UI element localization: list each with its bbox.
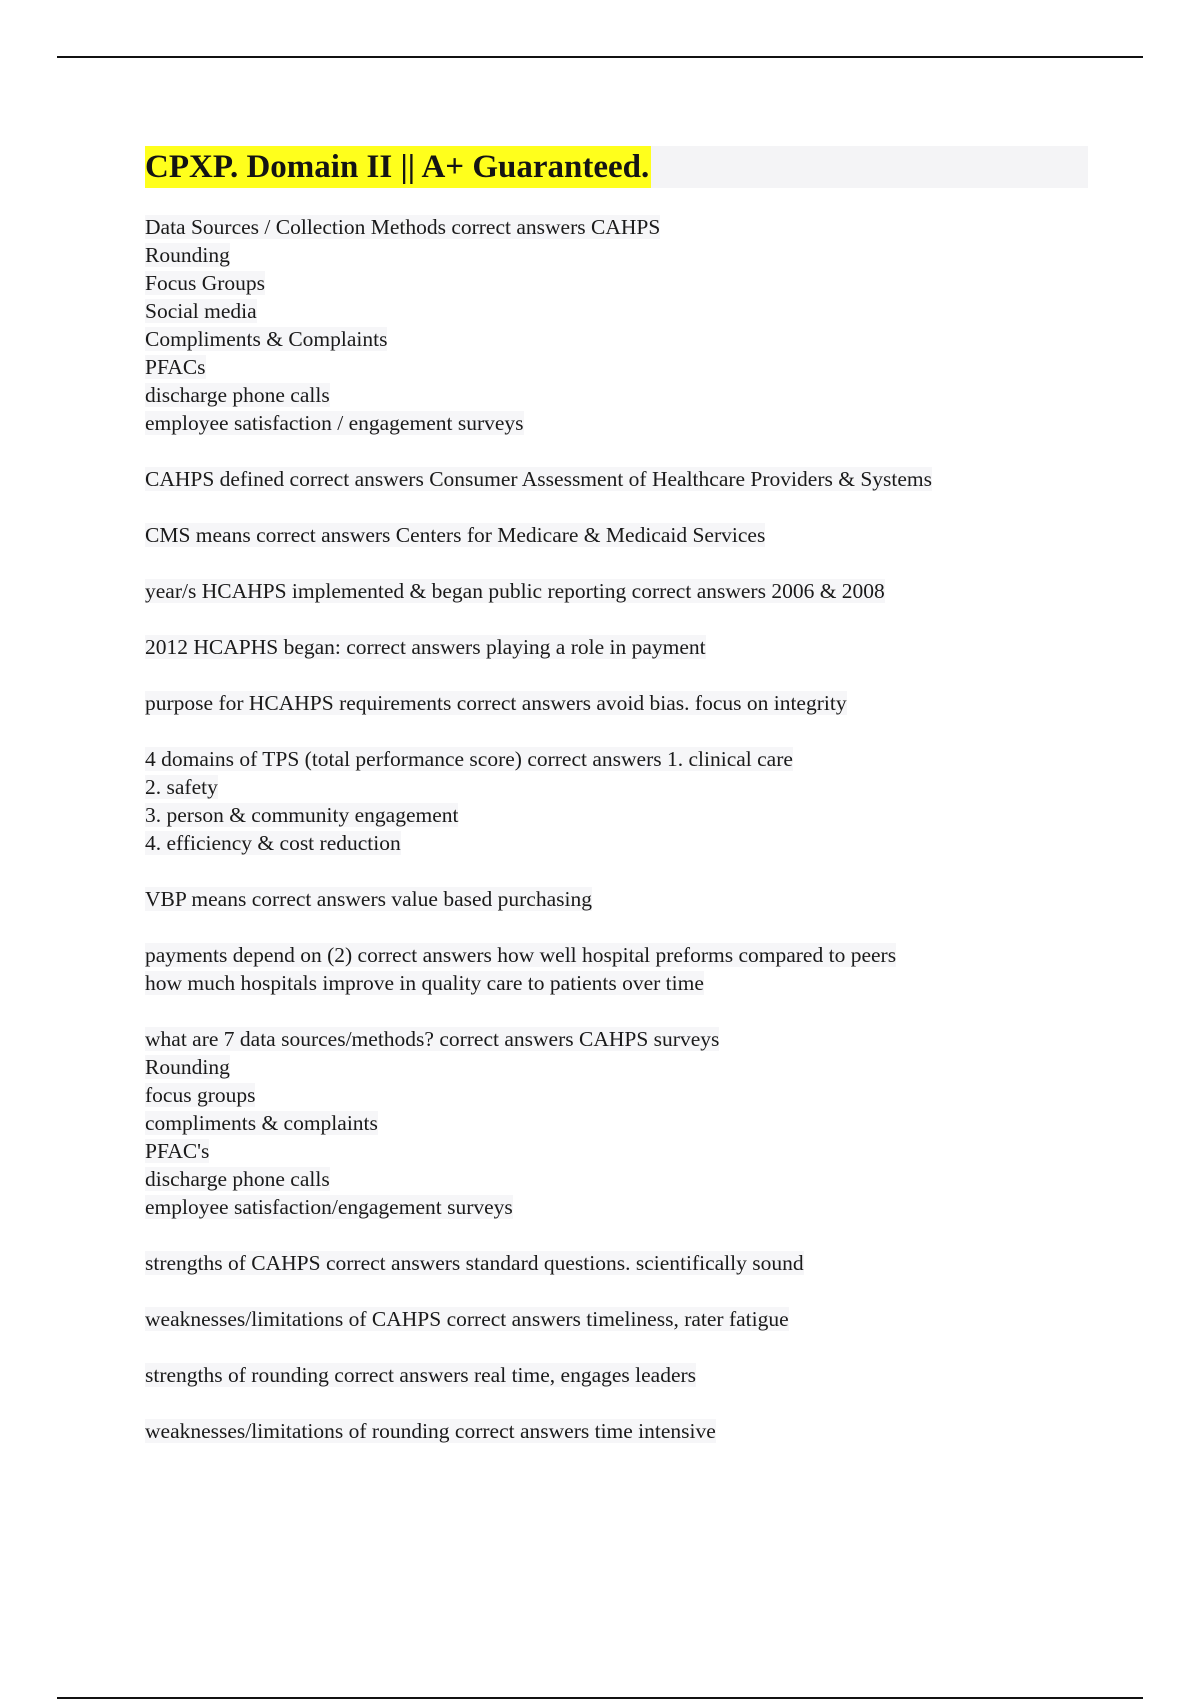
top-rule: [57, 56, 1143, 58]
qa-line: [145, 801, 1090, 829]
qa-line-text: 3. person & community engagement: [145, 803, 459, 827]
qa-line-text: VBP means correct answers value based purchasing: [145, 887, 592, 911]
qa-entry: [145, 465, 1090, 493]
qa-line: [145, 1081, 1090, 1109]
qa-line: [145, 353, 1090, 381]
qa-line: [145, 1053, 1090, 1081]
qa-line: [145, 1137, 1090, 1165]
qa-line: [145, 773, 1090, 801]
document-body: [145, 146, 1090, 1473]
qa-line: [145, 381, 1090, 409]
qa-line: [145, 269, 1090, 297]
qa-line: [145, 941, 1090, 969]
qa-line-text: Compliments & Complaints: [145, 327, 388, 351]
qa-line-text: Rounding: [145, 1055, 230, 1079]
qa-line-text: strengths of rounding correct answers real time, engages leaders: [145, 1363, 697, 1387]
qa-line-text: CMS means correct answers Centers for Medicare & Medicaid Services: [145, 523, 766, 547]
document-title: CPXP. Domain II || A+ Guaranteed.: [145, 146, 651, 188]
qa-line: [145, 1025, 1090, 1053]
qa-line-text: 2. safety: [145, 775, 218, 799]
qa-line-text: PFAC's: [145, 1139, 210, 1163]
qa-entry: [145, 521, 1090, 549]
qa-line: [145, 1249, 1090, 1277]
qa-line: [145, 465, 1090, 493]
title-row: [145, 146, 1088, 188]
qa-line: [145, 1305, 1090, 1333]
qa-line: [145, 1165, 1090, 1193]
qa-entry: [145, 1361, 1090, 1389]
qa-line-text: 4 domains of TPS (total performance score) correct answers 1. clinical care: [145, 747, 793, 771]
qa-line: [145, 325, 1090, 353]
qa-line: [145, 297, 1090, 325]
qa-line-text: focus groups: [145, 1083, 256, 1107]
qa-entry: [145, 1249, 1090, 1277]
qa-line-text: purpose for HCAHPS requirements correct answers avoid bias. focus on integrity: [145, 691, 847, 715]
qa-entry: [145, 213, 1090, 437]
qa-entry: [145, 1417, 1090, 1445]
qa-line-text: how much hospitals improve in quality care to patients over time: [145, 971, 704, 995]
qa-line-text: Data Sources / Collection Methods correct answers CAHPS: [145, 215, 661, 239]
qa-line: [145, 1361, 1090, 1389]
qa-entry: [145, 745, 1090, 857]
qa-line-text: discharge phone calls: [145, 383, 330, 407]
qa-line-text: employee satisfaction / engagement surveys: [145, 411, 524, 435]
qa-line: [145, 1109, 1090, 1137]
qa-line-text: strengths of CAHPS correct answers standard questions. scientifically sound: [145, 1251, 804, 1275]
qa-list: [145, 213, 1090, 1445]
qa-line-text: Social media: [145, 299, 257, 323]
qa-line: [145, 633, 1090, 661]
qa-line-text: weaknesses/limitations of CAHPS correct answers timeliness, rater fatigue: [145, 1307, 789, 1331]
qa-line: [145, 1193, 1090, 1221]
qa-line-text: employee satisfaction/engagement surveys: [145, 1195, 513, 1219]
qa-line-text: discharge phone calls: [145, 1167, 330, 1191]
bottom-rule: [57, 1697, 1143, 1699]
qa-line: [145, 521, 1090, 549]
qa-line: [145, 829, 1090, 857]
qa-entry: [145, 577, 1090, 605]
qa-line-text: weaknesses/limitations of rounding correct answers time intensive: [145, 1419, 716, 1443]
qa-line-text: CAHPS defined correct answers Consumer Assessment of Healthcare Providers & Systems: [145, 467, 932, 491]
qa-line: [145, 885, 1090, 913]
qa-line: [145, 689, 1090, 717]
qa-line: [145, 969, 1090, 997]
qa-line: [145, 577, 1090, 605]
qa-line: [145, 1417, 1090, 1445]
qa-entry: [145, 1305, 1090, 1333]
qa-line: [145, 409, 1090, 437]
qa-line: [145, 745, 1090, 773]
qa-line-text: PFACs: [145, 355, 206, 379]
qa-line-text: 2012 HCAPHS began: correct answers playing a role in payment: [145, 635, 706, 659]
qa-line: [145, 213, 1090, 241]
qa-entry: [145, 941, 1090, 997]
qa-line-text: 4. efficiency & cost reduction: [145, 831, 401, 855]
qa-entry: [145, 689, 1090, 717]
qa-entry: [145, 633, 1090, 661]
qa-line-text: Rounding: [145, 243, 230, 267]
qa-line-text: year/s HCAHPS implemented & began public reporting correct answers 2006 & 2008: [145, 579, 885, 603]
qa-line: [145, 241, 1090, 269]
qa-entry: [145, 885, 1090, 913]
qa-entry: [145, 1025, 1090, 1221]
qa-line-text: what are 7 data sources/methods? correct answers CAHPS surveys: [145, 1027, 720, 1051]
qa-line-text: payments depend on (2) correct answers how well hospital preforms compared to peers: [145, 943, 897, 967]
qa-line-text: Focus Groups: [145, 271, 266, 295]
qa-line-text: compliments & complaints: [145, 1111, 378, 1135]
